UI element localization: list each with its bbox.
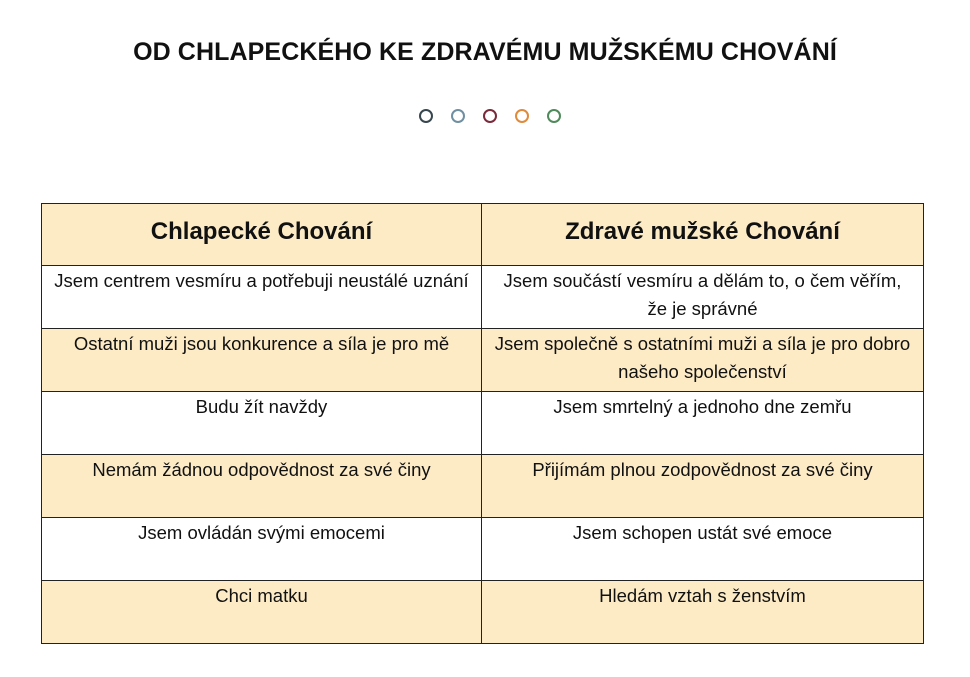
ring-icon bbox=[547, 109, 561, 123]
decorative-dots bbox=[0, 109, 970, 123]
boyish-behavior-cell: Budu žít navždy bbox=[42, 392, 482, 455]
ring-icon bbox=[419, 109, 433, 123]
boyish-behavior-cell: Ostatní muži jsou konkurence a síla je pro mě bbox=[42, 329, 482, 392]
table-row bbox=[42, 266, 924, 329]
boyish-behavior-cell: Chci matku bbox=[42, 581, 482, 644]
ring-icon bbox=[483, 109, 497, 123]
comparison-table bbox=[41, 203, 924, 644]
healthy-behavior-cell: Jsem společně s ostatními muži a síla je pro dobro našeho společenství bbox=[482, 329, 924, 392]
ring-icon bbox=[451, 109, 465, 123]
table-row bbox=[42, 518, 924, 581]
boyish-behavior-cell: Jsem centrem vesmíru a potřebuji neustálé uznání bbox=[42, 266, 482, 329]
healthy-behavior-cell: Jsem schopen ustát své emoce bbox=[482, 518, 924, 581]
page-title: OD CHLAPECKÉHO KE ZDRAVÉMU MUŽSKÉMU CHOVÁNÍ bbox=[133, 38, 837, 66]
boyish-behavior-cell: Jsem ovládán svými emocemi bbox=[42, 518, 482, 581]
table-row bbox=[42, 329, 924, 392]
table-row bbox=[42, 581, 924, 644]
ring-icon bbox=[515, 109, 529, 123]
table-row bbox=[42, 455, 924, 518]
healthy-behavior-cell: Hledám vztah s ženstvím bbox=[482, 581, 924, 644]
healthy-behavior-cell: Přijímám plnou zodpovědnost za své činy bbox=[482, 455, 924, 518]
healthy-behavior-cell: Jsem součástí vesmíru a dělám to, o čem věřím, že je správné bbox=[482, 266, 924, 329]
healthy-behavior-cell: Jsem smrtelný a jednoho dne zemřu bbox=[482, 392, 924, 455]
column-header-boyish: Chlapecké Chování bbox=[42, 204, 482, 266]
table-row bbox=[42, 392, 924, 455]
column-header-healthy-male: Zdravé mužské Chování bbox=[482, 204, 924, 266]
table-header-row bbox=[42, 204, 924, 266]
boyish-behavior-cell: Nemám žádnou odpovědnost za své činy bbox=[42, 455, 482, 518]
